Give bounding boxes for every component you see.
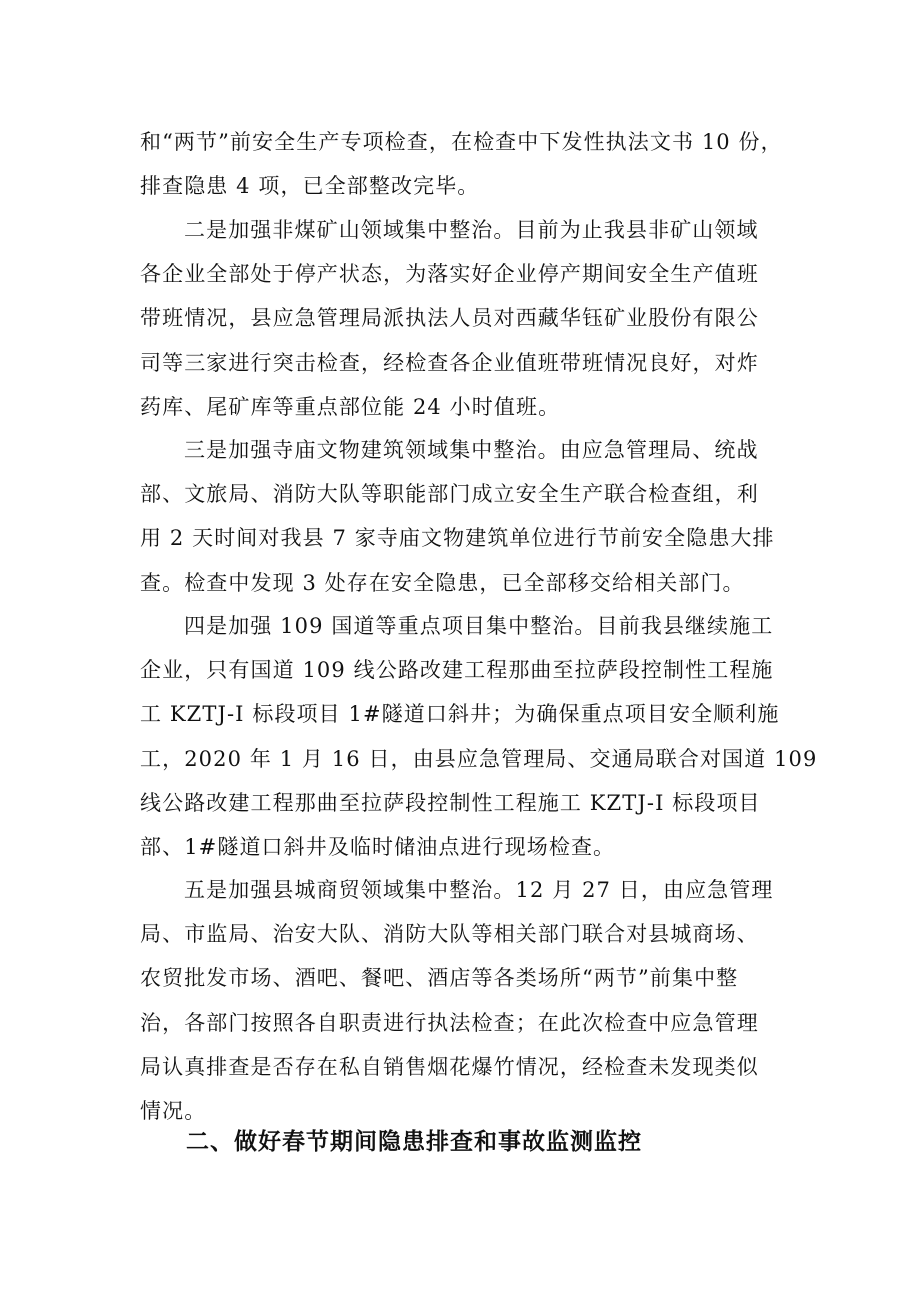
- text-line: 排查隐患 4 项，已全部整改完毕。: [140, 174, 480, 199]
- text-line: 工 KZTJ-I 标段项目 1#隧道口斜井；为确保重点项目安全顺利施: [140, 702, 780, 727]
- text-line: 查。检查中发现 3 处存在安全隐患，已全部移交给相关部门。: [140, 570, 745, 595]
- paragraph-county-commerce: [140, 868, 790, 1133]
- text-line: 治，各部门按照各自职责进行执法检查；在此次检查中应急管理: [140, 1010, 759, 1035]
- paragraph-two-festivals-inspection: [140, 120, 790, 208]
- text-line: 二是加强非煤矿山领域集中整治。目前为止我县非矿山领域: [184, 218, 759, 242]
- text-line: 局、市监局、治安大队、消防大队等相关部门联合对县城商场、: [140, 922, 759, 947]
- text-line: 局认真排查是否存在私自销售烟花爆竹情况，经检查未发现类似: [140, 1054, 759, 1079]
- paragraph-temple-buildings: [140, 428, 790, 605]
- text-line: 三是加强寺庙文物建筑领域集中整治。由应急管理局、统战: [184, 438, 759, 462]
- text-line: 四是加强 109 国道等重点项目集中整治。目前我县继续施工: [184, 614, 774, 638]
- section-heading: 二、做好春节期间隐患排查和事故监测监控: [186, 1129, 642, 1155]
- paragraph-non-coal-mines: [140, 208, 790, 429]
- text-line: 药库、尾矿库等重点部位能 24 小时值班。: [140, 394, 561, 419]
- text-line: 部、1#隧道口斜井及临时储油点进行现场检查。: [140, 834, 616, 859]
- text-line: 线公路改建工程那曲至拉萨段控制性工程施工 KZTJ-I 标段项目: [140, 790, 761, 815]
- text-line: 司等三家进行突击检查，经检查各企业值班带班情况良好，对炸: [140, 350, 759, 375]
- text-line: 和“两节”前安全生产专项检查，在检查中下发性执法文书 10 份，: [140, 130, 783, 154]
- text-line: 带班情况，县应急管理局派执法人员对西藏华钰矿业股份有限公: [140, 306, 759, 331]
- paragraph-national-road-109: [140, 604, 818, 869]
- text-line: 部、文旅局、消防大队等职能部门成立安全生产联合检查组，利: [140, 482, 759, 507]
- text-line: 工，2020 年 1 月 16 日，由县应急管理局、交通局联合对国道 109: [140, 746, 818, 771]
- text-line: 情况。: [140, 1098, 207, 1123]
- text-line: 企业，只有国道 109 线公路改建工程那曲至拉萨段控制性工程施: [140, 658, 774, 683]
- text-line: 五是加强县城商贸领域集中整治。12 月 27 日，由应急管理: [184, 878, 774, 902]
- text-line: 用 2 天时间对我县 7 家寺庙文物建筑单位进行节前安全隐患大排: [140, 526, 775, 551]
- text-line: 各企业全部处于停产状态，为落实好企业停产期间安全生产值班: [140, 262, 759, 287]
- text-line: 农贸批发市场、酒吧、餐吧、酒店等各类场所“两节”前集中整: [140, 966, 739, 991]
